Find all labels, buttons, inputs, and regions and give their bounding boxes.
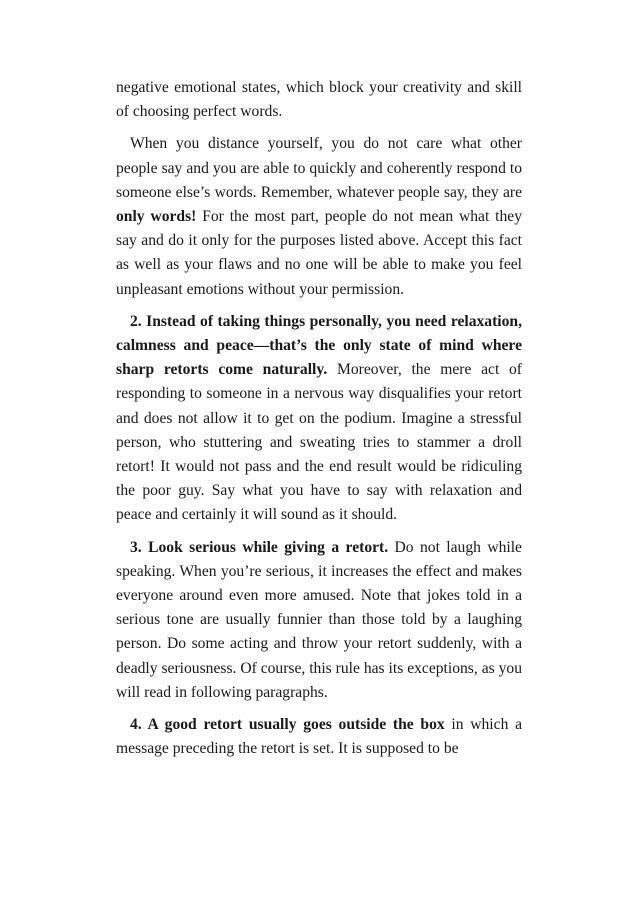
paragraph-point-4 <box>116 713 522 761</box>
text-segment: negative emotional states, which block your creativity and skill of choosing perfect words. <box>116 79 522 121</box>
paragraph-point-2 <box>116 310 522 528</box>
paragraph-continuation <box>116 76 522 124</box>
text-segment: Do not laugh while speaking. When you’re serious, it increases the effect and makes everyone around even more amused. Note that jokes told in a serious tone are usually funnier than those told by a laughing person. Do some acting and throw your retort suddenly, with a deadly seriousness. Of course, this rule has its exceptions, as you will read in following paragraphs. <box>116 538 522 701</box>
bold-text-segment: 4. A good retort usually goes outside the box <box>130 716 445 734</box>
bold-text-segment: 2. Instead of taking things personally, you need relaxation, calmness and peace—that’s the only state of mind where sharp retorts come naturally. <box>116 312 522 379</box>
document-page <box>116 76 522 769</box>
text-segment: When you distance yourself, you do not care what other people say and you are able to quickly and coherently respond to someone else’s words. Remember, whatever people say, they are <box>116 135 522 201</box>
paragraph-distance-yourself <box>116 132 522 301</box>
text-segment: in which a message preceding the retort is set. It is supposed to be <box>116 716 523 758</box>
bold-text-segment: 3. Look serious while giving a retort. <box>130 538 389 556</box>
bold-text-segment: only words! <box>116 208 197 226</box>
paragraph-point-3 <box>116 536 522 705</box>
text-segment: For the most part, people do not mean what they say and do it only for the purposes listed above. Accept this fact as well as your flaws and no one will be able to make you feel unpleasant emotions without your permission. <box>116 208 522 298</box>
text-segment: Moreover, the mere act of responding to someone in a nervous way disqualifies your retort and does not allow it to get on the podium. Imagine a stressful person, who stuttering and sweating tries to stammer a droll retort! It would not pass and the end result would be ridiculing the poor guy. Say what you have to say with relaxation and peace and certainly it will sound as it should. <box>116 361 522 524</box>
